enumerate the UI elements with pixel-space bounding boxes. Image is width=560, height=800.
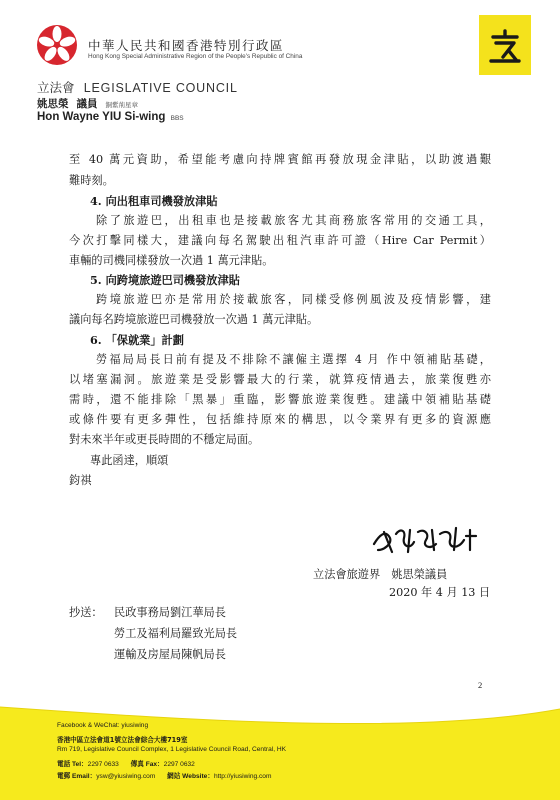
page-number: 2 bbox=[478, 680, 483, 690]
footer-email[interactable]: ysw@yiusiwing.com bbox=[96, 773, 156, 780]
member-medal-zh: 銅紫荊星章 bbox=[105, 101, 138, 109]
footer-fax-label: 傳真 Fax： bbox=[130, 761, 164, 768]
member-name-zh: 姚思榮 bbox=[37, 98, 69, 110]
footer-address-en: Rm 719, Legislative Council Complex, 1 Legislative Council Road, Central, HK bbox=[57, 746, 287, 753]
body-line: 勞福局局長日前有提及不排除不讓僱主選擇 4 月 作中領補貼基礎， bbox=[96, 353, 491, 366]
section-heading: 6. 「保就業」計劃 bbox=[90, 333, 184, 347]
council-name-en: LEGISLATIVE COUNCIL bbox=[83, 81, 238, 95]
footer-tel-label: 電話 Tel： bbox=[57, 761, 88, 768]
member-name-en-line bbox=[37, 111, 184, 123]
body-line: 對未來半年或更長時間的不穩定局面。 bbox=[69, 433, 260, 446]
salutation: 鈞祺 bbox=[69, 474, 92, 487]
footer-tel: 2297 0633 bbox=[87, 761, 119, 768]
government-name-en: Hong Kong Special Administrative Region of the People's Republic of China bbox=[88, 53, 303, 60]
footer-website-label: 網站 Website： bbox=[167, 773, 214, 780]
body-line: 除了旅遊巴，出租車也是接載旅客尤其商務旅客常用的交通工具， bbox=[96, 214, 491, 227]
council-name bbox=[37, 78, 238, 96]
footer-email-label: 電郵 Email： bbox=[57, 773, 97, 780]
footer-phone-fax bbox=[57, 758, 195, 768]
member-logo-icon bbox=[479, 15, 531, 75]
footer-social: Facebook & WeChat: yiusiwing bbox=[57, 722, 149, 729]
body-line: 車輛的司機同樣發放一次過 1 萬元津貼。 bbox=[69, 254, 274, 267]
government-name-zh: 中華人民共和國香港特別行政區 bbox=[88, 38, 285, 53]
handwritten-signature bbox=[370, 520, 480, 556]
letter-date: 2020 年 4 月 13 日 bbox=[389, 586, 491, 599]
cc-label: 抄送： bbox=[69, 606, 103, 619]
footer-address-zh: 香港中區立法會道1號立法會綜合大樓719室 bbox=[57, 736, 188, 744]
footer-fax: 2297 0632 bbox=[163, 761, 195, 768]
council-name-zh: 立法會 bbox=[37, 80, 75, 95]
body-line: 議向每名跨境旅遊巴司機發放一次過 1 萬元津貼。 bbox=[69, 313, 319, 326]
footer bbox=[0, 701, 560, 800]
member-name-en: Hon Wayne YIU Si-wing bbox=[37, 111, 166, 123]
section-heading: 4. 向出租車司機發放津貼 bbox=[90, 194, 218, 208]
footer-website[interactable]: http://yiusiwing.com bbox=[213, 773, 272, 780]
closing-phrase: 專此函達，順頌 bbox=[90, 454, 169, 467]
member-name-zh-line bbox=[37, 96, 138, 111]
footer-contacts bbox=[57, 770, 271, 780]
body-line: 至 40 萬元資助，希望能考慮向持牌賓館再發放現金津貼，以助渡過艱 bbox=[69, 153, 491, 166]
cc-recipient: 民政事務局劉江華局長 bbox=[114, 606, 226, 619]
hksar-emblem-icon bbox=[36, 24, 78, 66]
member-medal-en: BBS bbox=[170, 115, 184, 122]
cc-recipient: 運輸及房屋局陳帆局長 bbox=[114, 648, 226, 661]
body-line: 跨境旅遊巴亦是常用於接載旅客，同樣受修例風波及疫情影響，建 bbox=[96, 293, 491, 306]
body-line: 或條件要有更多彈性，包括維持原來的構思，以令業界有更多的資源應 bbox=[69, 413, 491, 426]
member-logo bbox=[479, 15, 531, 75]
body-line: 難時刻。 bbox=[69, 174, 114, 187]
member-role-zh: 議員 bbox=[76, 98, 98, 110]
body-line: 今次打擊同樣大，建議向每名駕駛出租汽車許可證（Hire Car Permit） bbox=[69, 234, 491, 247]
body-line: 需時，還不能排除「黑暴」重臨，影響旅遊業復甦。建議中領補貼基礎 bbox=[69, 393, 491, 406]
cc-recipient: 勞工及福利局羅致光局長 bbox=[114, 627, 238, 640]
body-line: 以堵塞漏洞。旅遊業是受影響最大的行業，就算疫情過去，旅業復甦亦 bbox=[69, 373, 491, 386]
signatory-title: 立法會旅遊界 姚思榮議員 bbox=[313, 568, 448, 581]
section-heading: 5. 向跨境旅遊巴司機發放津貼 bbox=[90, 273, 240, 287]
